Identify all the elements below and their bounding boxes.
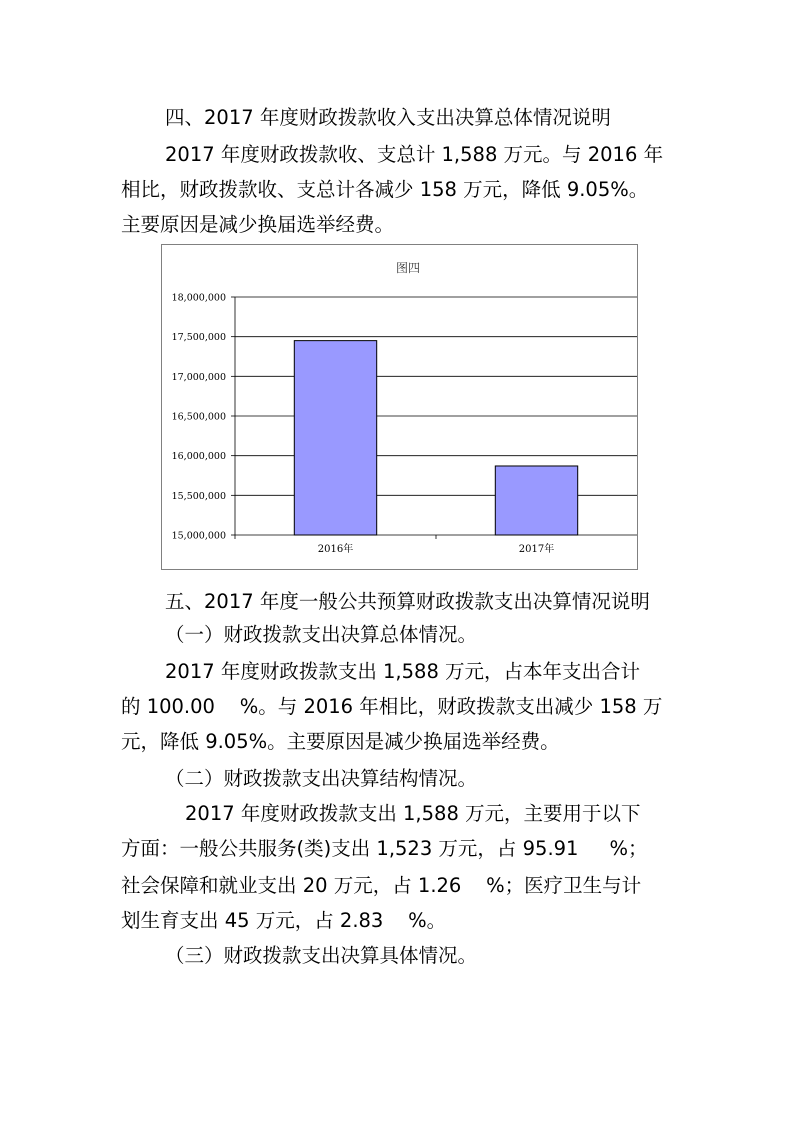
chart-frame (161, 244, 638, 570)
subsection1-paragraph-line: 的 100.00 %。与 2016 年相比，财政拨款支出减少 158 万 (121, 695, 663, 718)
bar-2016年 (294, 341, 376, 535)
y-tick-label: 17,500,000 (171, 332, 226, 344)
subsection1-paragraph-line: 元，降低 9.05%。主要原因是减少换届选举经费。 (121, 730, 560, 753)
subsection-heading-2: （二）财政拨款支出决算结构情况。 (165, 767, 478, 790)
y-tick-label: 16,000,000 (171, 451, 226, 463)
bar-2017年 (495, 466, 577, 535)
subsection2-paragraph-line: 方面：一般公共服务(类)支出 1,523 万元，占 95.91 %； (121, 837, 648, 860)
subsection2-paragraph-line: 社会保障和就业支出 20 万元，占 1.26 %；医疗卫生与计 (121, 874, 642, 897)
section4-paragraph-line: 2017 年度财政拨款收、支总计 1,588 万元。与 2016 年 (165, 143, 664, 166)
y-tick-label: 15,000,000 (171, 530, 226, 542)
x-tick-label: 2016年 (317, 544, 354, 555)
subsection2-paragraph-line: 划生育支出 45 万元，占 2.83 %。 (121, 909, 447, 932)
bar-chart (162, 245, 637, 569)
y-tick-label: 16,500,000 (171, 411, 226, 423)
subsection-heading-1: （一）财政拨款支出决算总体情况。 (165, 623, 478, 646)
x-tick-label: 2017年 (518, 544, 555, 555)
subsection-heading-3: （三）财政拨款支出决算具体情况。 (165, 944, 478, 967)
section4-paragraph-line: 相比，财政拨款收、支总计各减少 158 万元，降低 9.05%。 (121, 178, 649, 201)
subsection2-paragraph-line: 2017 年度财政拨款支出 1,588 万元，主要用于以下 (185, 802, 641, 825)
y-tick-label: 15,500,000 (171, 490, 226, 502)
chart-title: 图四 (395, 261, 421, 275)
section4-paragraph-line: 主要原因是减少换届选举经费。 (121, 213, 395, 236)
section5-heading: 五、2017 年度一般公共预算财政拨款支出决算情况说明 (165, 590, 650, 613)
section4-heading: 四、2017 年度财政拨款收入支出决算总体情况说明 (165, 106, 611, 129)
y-tick-label: 17,000,000 (171, 371, 226, 383)
y-tick-label: 18,000,000 (171, 292, 226, 304)
subsection1-paragraph-line: 2017 年度财政拨款支出 1,588 万元，占本年支出合计 (165, 660, 641, 683)
